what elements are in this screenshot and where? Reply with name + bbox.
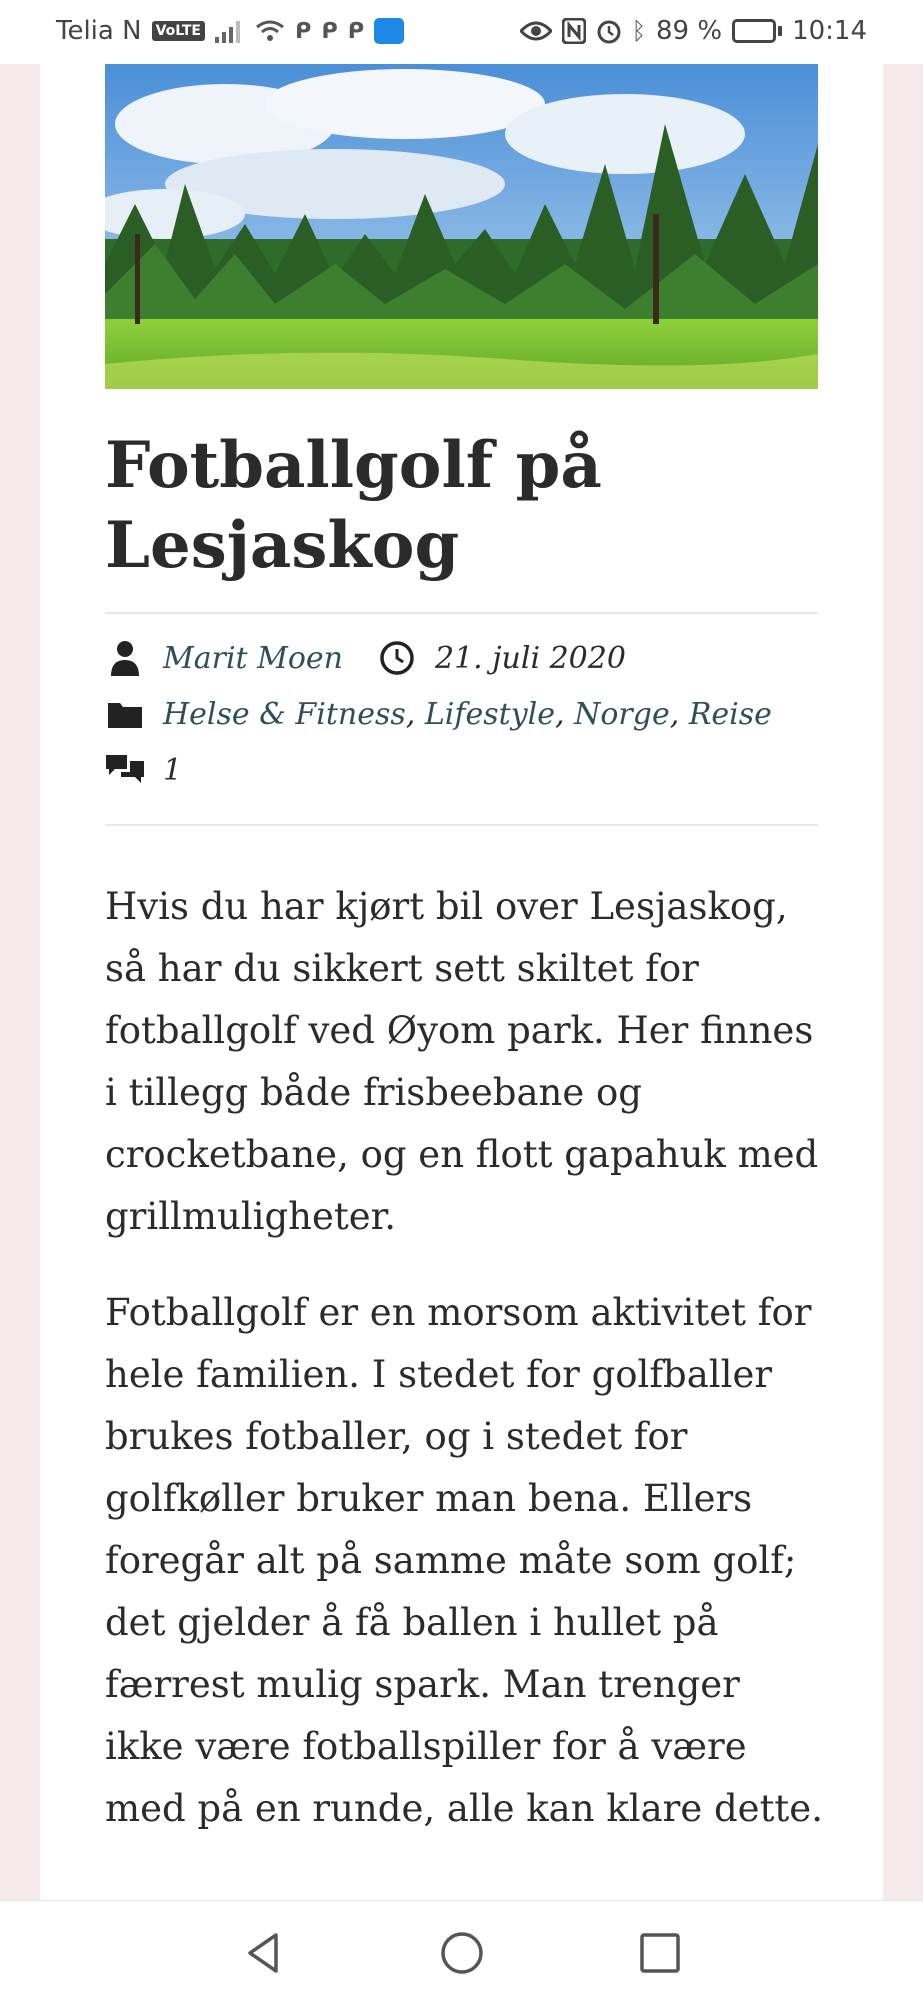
category-link[interactable]: Helse & Fitness	[163, 696, 406, 732]
comments-icon	[105, 750, 145, 790]
article-paragraph: Hvis du har kjørt bil over Lesjaskog, så har du sikkert sett skiltet for fotballgolf ved Øyom park. Her finnes i tillegg både frisbeebane og crocketbane, og en flott gapahuk med grillmuligheter.	[105, 885, 819, 1238]
status-bar-left	[56, 16, 404, 46]
author-link[interactable]: Marit Moen	[163, 640, 343, 676]
parking-icon: ᑭ	[347, 18, 365, 44]
parking-icon: ᑭ	[321, 18, 338, 44]
signal-icon	[215, 19, 245, 43]
battery-percent: 89 %	[656, 16, 723, 46]
divider	[105, 824, 818, 826]
status-bar	[0, 0, 923, 64]
clock-icon	[377, 638, 417, 678]
meta-comments	[105, 750, 182, 790]
post-date: 21. juli 2020	[435, 640, 626, 676]
battery-icon	[732, 19, 782, 43]
recents-icon[interactable]	[636, 1929, 684, 1977]
volte-badge: VoLTE	[152, 21, 205, 41]
eye-icon	[520, 20, 552, 42]
clock: 10:14	[792, 16, 867, 46]
carrier-name: Telia N	[56, 16, 142, 46]
category-link[interactable]: Lifestyle	[424, 696, 555, 732]
user-icon	[105, 638, 145, 678]
meta-categories: Helse & Fitness , Lifestyle , Norge , Reise	[105, 694, 772, 734]
meta-author-date	[105, 638, 626, 678]
featured-image[interactable]	[105, 64, 818, 389]
parking-icon: ᑭ	[294, 18, 312, 44]
app-notification-icon	[374, 18, 404, 44]
forest-landscape-image	[105, 64, 818, 389]
category-link[interactable]: Norge	[574, 696, 670, 732]
comment-count-link[interactable]: 1	[163, 752, 183, 788]
alarm-icon	[596, 18, 622, 44]
divider	[105, 612, 818, 614]
home-icon[interactable]	[438, 1929, 486, 1977]
article-card	[40, 64, 883, 1900]
nfc-icon	[562, 18, 586, 44]
back-icon[interactable]	[240, 1929, 288, 1977]
article-paragraph: Fotballgolf er en morsom aktivitet for hele familien. I stedet for golfballer brukes fotballer, og i stedet for golfkøller bruker man bena. Ellers foregår alt på samme måte som golf; det gjelder å få ballen i hullet på færrest mulig spark. Man trenger ikke være fotballspiller for å være med på en runde, alle kan klare dette.	[105, 1291, 823, 1830]
folder-icon	[105, 694, 145, 734]
bluetooth-icon: ᛒ	[631, 17, 646, 45]
status-bar-right	[520, 16, 867, 46]
category-link[interactable]: Reise	[688, 696, 772, 732]
system-navigation-bar	[0, 1900, 923, 2001]
article-title: Fotballgolf på Lesjaskog	[105, 428, 602, 583]
wifi-icon	[255, 19, 285, 43]
